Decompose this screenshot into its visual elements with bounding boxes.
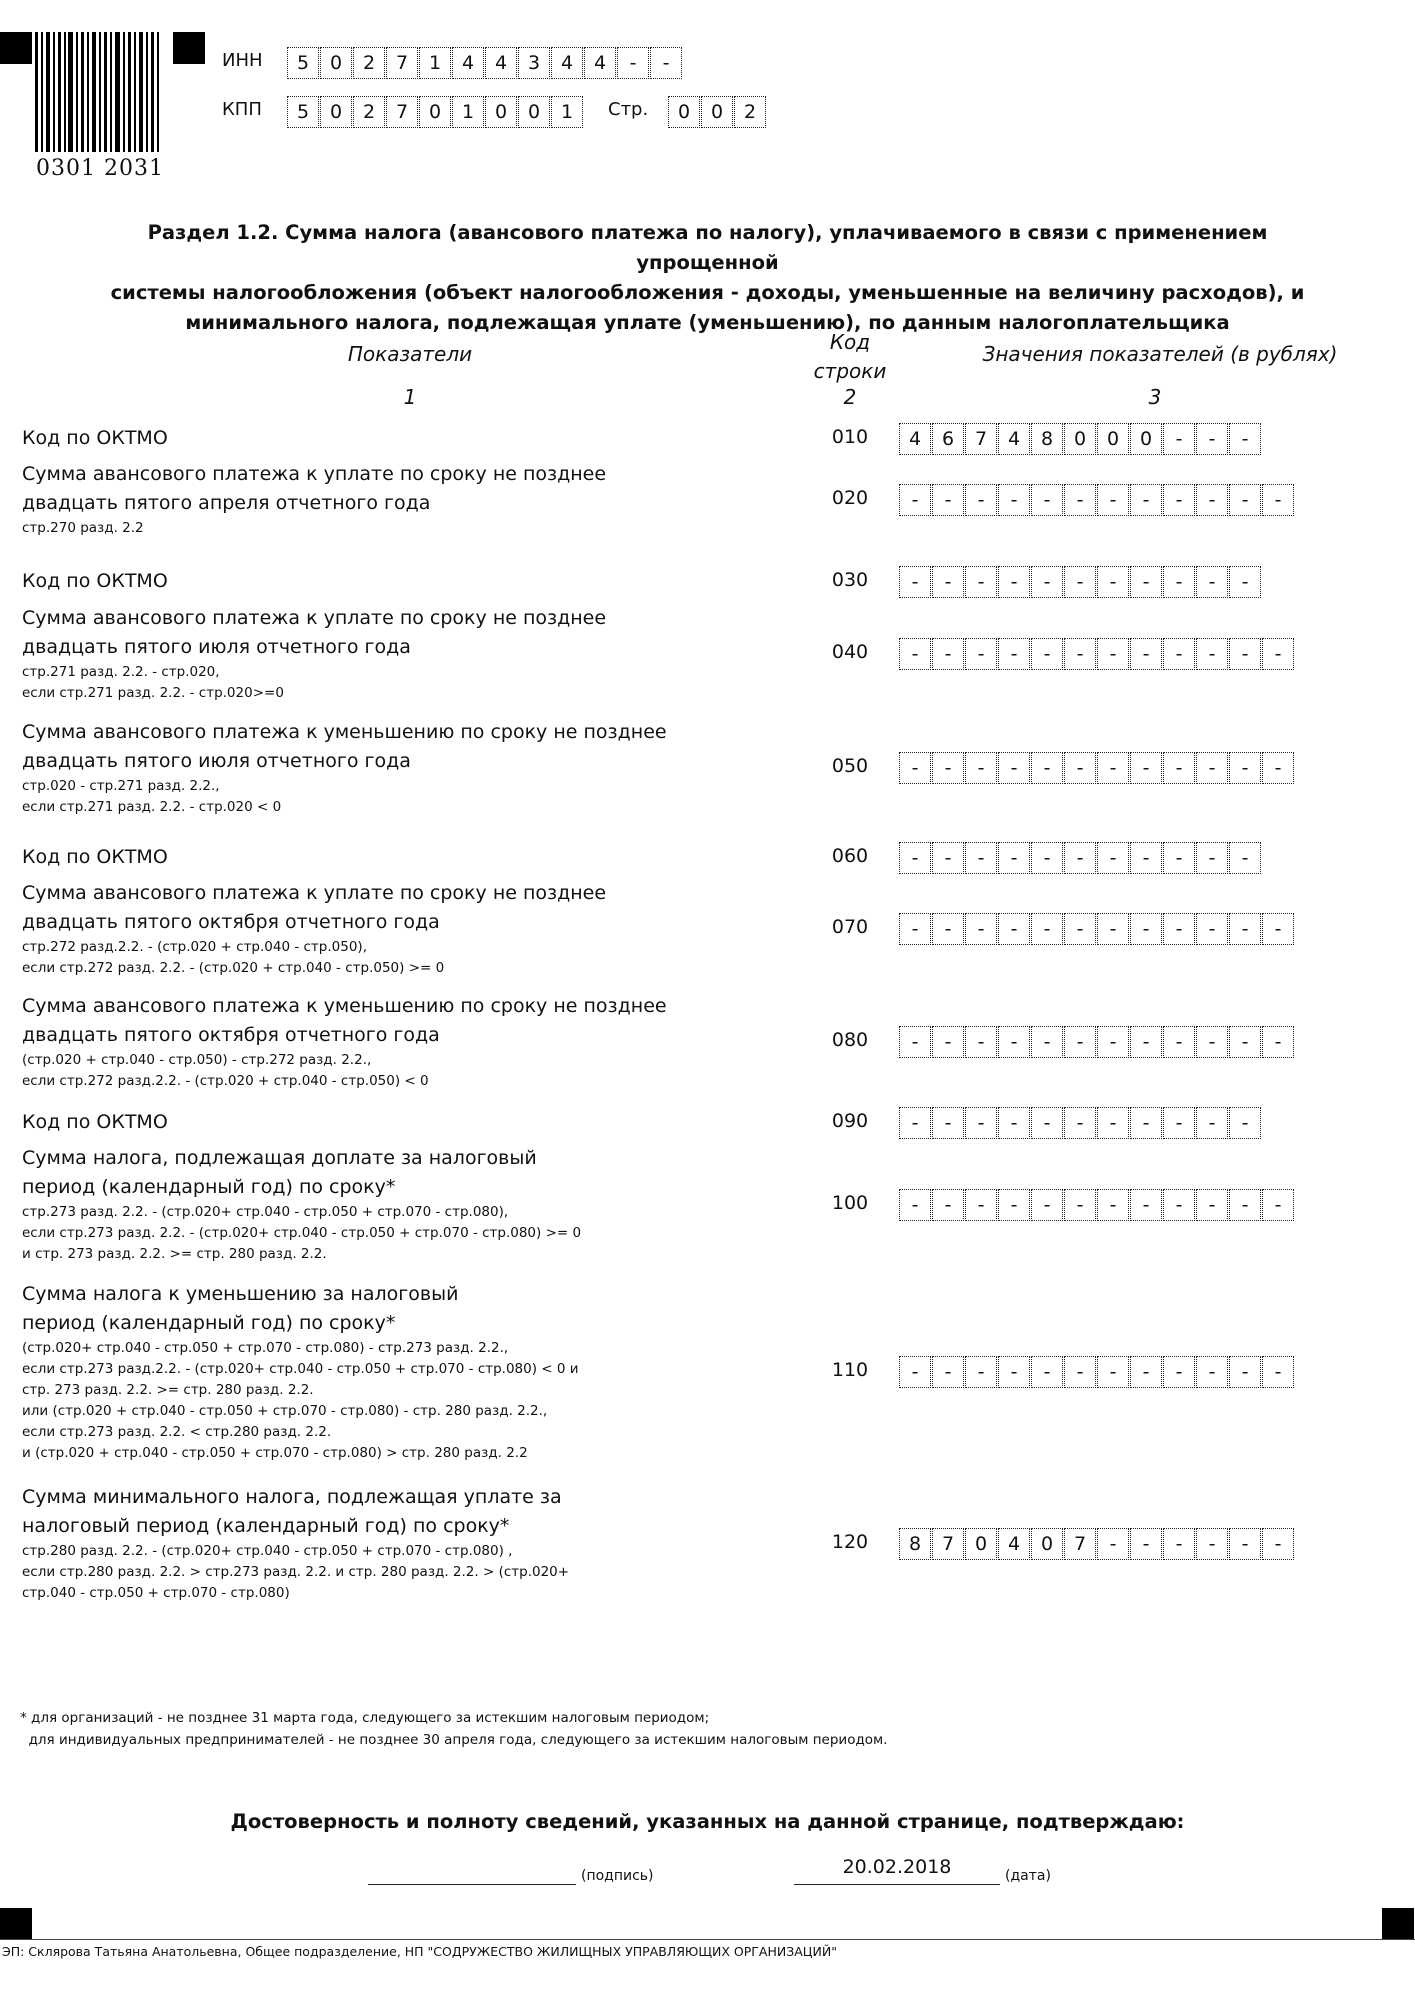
char-cell[interactable]: - xyxy=(1064,842,1096,874)
char-cell[interactable]: - xyxy=(1031,1189,1063,1221)
char-cell[interactable]: - xyxy=(1229,913,1261,945)
char-cell[interactable]: - xyxy=(1097,1189,1129,1221)
char-cell[interactable]: - xyxy=(998,638,1030,670)
char-cell[interactable]: - xyxy=(1064,1356,1096,1388)
char-cell[interactable]: - xyxy=(1196,1189,1228,1221)
footnote xyxy=(20,1707,888,1751)
char-cell[interactable]: - xyxy=(1097,1356,1129,1388)
char-cell[interactable]: - xyxy=(899,1189,931,1221)
char-cell[interactable]: 4 xyxy=(584,47,616,79)
value-field[interactable] xyxy=(899,1356,1295,1388)
char-cell[interactable]: - xyxy=(1196,1528,1228,1560)
char-cell[interactable]: - xyxy=(932,913,964,945)
char-cell[interactable]: - xyxy=(1064,1189,1096,1221)
char-cell[interactable]: - xyxy=(965,638,997,670)
char-cell[interactable]: - xyxy=(1163,1026,1195,1058)
barcode-icon xyxy=(35,32,165,172)
char-cell[interactable]: - xyxy=(1229,842,1261,874)
char-cell[interactable]: 7 xyxy=(932,1528,964,1560)
row-formula: стр. 273 разд. 2.2. >= стр. 280 разд. 2.2. xyxy=(22,1382,314,1398)
char-cell[interactable]: 0 xyxy=(1130,423,1162,455)
row-formula: если стр.271 разд. 2.2. - стр.020>=0 xyxy=(22,685,284,701)
inn-label: ИНН xyxy=(222,50,263,71)
row-description xyxy=(22,604,606,704)
char-cell[interactable]: - xyxy=(1031,842,1063,874)
char-cell[interactable]: 7 xyxy=(386,96,418,128)
char-cell[interactable]: - xyxy=(1163,1356,1195,1388)
char-cell[interactable]: - xyxy=(998,484,1030,516)
char-cell[interactable]: - xyxy=(1229,638,1261,670)
line-code: 040 xyxy=(831,641,869,663)
char-cell[interactable]: - xyxy=(1130,566,1162,598)
char-cell[interactable]: - xyxy=(1097,842,1129,874)
column-number-2: 2 xyxy=(843,385,857,409)
char-cell[interactable]: - xyxy=(899,1356,931,1388)
row-description xyxy=(22,424,168,453)
char-cell[interactable]: - xyxy=(1031,913,1063,945)
char-cell[interactable]: - xyxy=(1163,423,1195,455)
char-cell[interactable]: - xyxy=(1097,752,1129,784)
value-field[interactable] xyxy=(899,1107,1262,1139)
char-cell[interactable]: - xyxy=(932,566,964,598)
inn-field[interactable] xyxy=(287,47,683,79)
page-number-field[interactable] xyxy=(668,96,767,128)
char-cell[interactable]: - xyxy=(1130,752,1162,784)
char-cell[interactable]: - xyxy=(1229,484,1261,516)
char-cell[interactable]: - xyxy=(932,1356,964,1388)
char-cell[interactable]: - xyxy=(1262,1528,1294,1560)
char-cell[interactable]: - xyxy=(1130,1528,1162,1560)
char-cell[interactable]: - xyxy=(1064,638,1096,670)
char-cell[interactable]: 7 xyxy=(965,423,997,455)
section-title-line-2: системы налогообложения (объект налогообложения - доходы, уменьшенные на величину расходов), и xyxy=(110,281,1305,304)
footnote-line-2: для индивидуальных предпринимателей - не позднее 30 апреля года, следующего за истекшим налоговым периодом. xyxy=(20,1732,888,1748)
column-number-3: 3 xyxy=(1148,385,1162,409)
char-cell[interactable]: - xyxy=(1229,1026,1261,1058)
char-cell[interactable]: - xyxy=(932,1189,964,1221)
char-cell[interactable]: - xyxy=(1262,1189,1294,1221)
value-field[interactable] xyxy=(899,913,1295,945)
row-description xyxy=(22,1280,579,1464)
char-cell[interactable]: - xyxy=(899,1107,931,1139)
section-title-line-1: Раздел 1.2. Сумма налога (авансового платежа по налогу), уплачиваемого в связи с применением упрощенной xyxy=(147,221,1268,274)
row-description xyxy=(22,1144,581,1265)
char-cell[interactable]: 2 xyxy=(734,96,766,128)
char-cell[interactable]: - xyxy=(1097,913,1129,945)
row-formula: стр.040 - стр.050 + стр.070 - стр.080) xyxy=(22,1585,290,1601)
char-cell[interactable]: 1 xyxy=(452,96,484,128)
char-cell[interactable]: - xyxy=(932,1026,964,1058)
char-cell[interactable]: - xyxy=(1229,566,1261,598)
row-formula: если стр.273 разд. 2.2. < стр.280 разд. 2.2. xyxy=(22,1424,332,1440)
row-formula: (стр.020+ стр.040 - стр.050 + стр.070 - стр.080) - стр.273 разд. 2.2., xyxy=(22,1340,509,1356)
char-cell[interactable]: 0 xyxy=(1097,423,1129,455)
char-cell[interactable]: - xyxy=(965,1356,997,1388)
char-cell[interactable]: 0 xyxy=(1064,423,1096,455)
char-cell[interactable]: - xyxy=(1130,1189,1162,1221)
value-field[interactable] xyxy=(899,1026,1295,1058)
char-cell[interactable]: - xyxy=(1130,1356,1162,1388)
char-cell[interactable]: - xyxy=(1097,566,1129,598)
column-header-code-line-2: строки xyxy=(813,359,887,383)
char-cell[interactable]: - xyxy=(932,484,964,516)
char-cell[interactable]: - xyxy=(1196,1026,1228,1058)
char-cell[interactable]: - xyxy=(899,484,931,516)
char-cell[interactable]: 5 xyxy=(287,96,319,128)
char-cell[interactable]: - xyxy=(1196,484,1228,516)
char-cell[interactable]: - xyxy=(1196,1107,1228,1139)
signature-line[interactable] xyxy=(368,1856,576,1885)
char-cell[interactable]: - xyxy=(1196,752,1228,784)
char-cell[interactable]: 6 xyxy=(932,423,964,455)
char-cell[interactable]: 0 xyxy=(965,1528,997,1560)
row-formula: или (стр.020 + стр.040 - стр.050 + стр.070 - стр.080) - стр. 280 разд. 2.2., xyxy=(22,1403,548,1419)
char-cell[interactable]: - xyxy=(998,752,1030,784)
row-label: период (календарный год) по сроку* xyxy=(22,1176,396,1198)
char-cell[interactable]: - xyxy=(1229,423,1261,455)
row-label: Сумма авансового платежа к уменьшению по сроку не позднее xyxy=(22,995,667,1017)
char-cell[interactable]: - xyxy=(1031,484,1063,516)
char-cell[interactable]: 7 xyxy=(386,47,418,79)
value-field[interactable] xyxy=(899,423,1262,455)
char-cell[interactable]: - xyxy=(1163,1107,1195,1139)
row-label: период (календарный год) по сроку* xyxy=(22,1312,396,1334)
char-cell[interactable]: - xyxy=(1163,1189,1195,1221)
char-cell[interactable]: - xyxy=(1262,752,1294,784)
char-cell[interactable]: - xyxy=(1262,638,1294,670)
row-formula: (стр.020 + стр.040 - стр.050) - стр.272 разд. 2.2., xyxy=(22,1052,372,1068)
char-cell[interactable]: - xyxy=(1064,913,1096,945)
line-code: 080 xyxy=(831,1029,869,1051)
row-label: Код по ОКТМО xyxy=(22,427,168,449)
char-cell[interactable]: - xyxy=(1130,638,1162,670)
row-formula: если стр.280 разд. 2.2. > стр.273 разд. 2.2. и стр. 280 разд. 2.2. > (стр.020+ xyxy=(22,1564,570,1580)
row-label: двадцать пятого апреля отчетного года xyxy=(22,492,431,514)
char-cell[interactable]: - xyxy=(1262,1356,1294,1388)
char-cell[interactable]: - xyxy=(932,842,964,874)
row-description xyxy=(22,1108,168,1137)
char-cell[interactable]: - xyxy=(1196,423,1228,455)
line-code: 100 xyxy=(831,1191,869,1214)
row-description xyxy=(22,879,606,979)
date-label: (дата) xyxy=(1005,1868,1051,1884)
char-cell[interactable]: 0 xyxy=(668,96,700,128)
char-cell[interactable]: 3 xyxy=(518,47,550,79)
row-label: Сумма минимального налога, подлежащая уплате за xyxy=(22,1486,562,1508)
footnote-line-1: * для организаций - не позднее 31 марта года, следующего за истекшим налоговым периодом; xyxy=(20,1710,710,1726)
char-cell[interactable]: - xyxy=(1130,1107,1162,1139)
char-cell[interactable]: - xyxy=(1163,566,1195,598)
char-cell[interactable]: - xyxy=(1262,484,1294,516)
char-cell[interactable]: - xyxy=(932,752,964,784)
char-cell[interactable]: 0 xyxy=(1031,1528,1063,1560)
line-code: 030 xyxy=(831,568,869,591)
char-cell[interactable]: - xyxy=(1097,1026,1129,1058)
row-label: двадцать пятого июля отчетного года xyxy=(22,750,411,772)
page-number-label: Стр. xyxy=(608,99,649,120)
char-cell[interactable]: 4 xyxy=(551,47,583,79)
value-field[interactable] xyxy=(899,752,1295,784)
row-formula: стр.271 разд. 2.2. - стр.020, xyxy=(22,664,220,680)
column-header-indicators: Показатели xyxy=(347,342,473,366)
row-label: двадцать пятого июля отчетного года xyxy=(22,636,411,658)
signature-label: (подпись) xyxy=(581,1868,654,1884)
char-cell[interactable]: - xyxy=(965,1107,997,1139)
char-cell[interactable]: - xyxy=(1031,1356,1063,1388)
electronic-signature: ЭП: Склярова Татьяна Анатольевна, Общее подразделение, НП "СОДРУЖЕСТВО ЖИЛИЩНЫХ УПРАВЛЯЮЩИХ ОРГАНИЗАЦИЙ" xyxy=(2,1944,837,1959)
char-cell[interactable]: - xyxy=(1031,752,1063,784)
value-field[interactable] xyxy=(899,638,1295,670)
row-label: Код по ОКТМО xyxy=(22,570,168,592)
row-description xyxy=(22,843,168,872)
char-cell[interactable]: - xyxy=(1229,1107,1261,1139)
value-field[interactable] xyxy=(899,566,1262,598)
confirmation-text: Достоверность и полноту сведений, указанных на данной странице, подтверждаю: xyxy=(230,1810,1185,1833)
char-cell[interactable]: - xyxy=(1163,638,1195,670)
line-code: 060 xyxy=(831,844,869,867)
char-cell[interactable]: - xyxy=(998,1107,1030,1139)
line-code: 070 xyxy=(831,916,869,938)
row-formula: и (стр.020 + стр.040 - стр.050 + стр.070 - стр.080) > стр. 280 разд. 2.2 xyxy=(22,1445,528,1461)
char-cell[interactable]: - xyxy=(1064,752,1096,784)
footer-divider xyxy=(0,1939,1415,1940)
char-cell[interactable]: - xyxy=(1163,752,1195,784)
char-cell[interactable]: - xyxy=(965,752,997,784)
char-cell[interactable]: - xyxy=(932,638,964,670)
row-formula: стр.280 разд. 2.2. - (стр.020+ стр.040 - стр.050 + стр.070 - стр.080) , xyxy=(22,1543,513,1559)
char-cell[interactable]: 2 xyxy=(353,47,385,79)
char-cell[interactable]: 0 xyxy=(419,96,451,128)
row-label: налоговый период (календарный год) по сроку* xyxy=(22,1515,510,1537)
char-cell[interactable]: 4 xyxy=(998,1528,1030,1560)
char-cell[interactable]: - xyxy=(1097,484,1129,516)
row-label: Код по ОКТМО xyxy=(22,846,168,868)
corner-marker-top-left xyxy=(0,32,32,64)
corner-marker-bottom-left xyxy=(0,1908,32,1940)
row-formula: если стр.273 разд. 2.2. - (стр.020+ стр.040 - стр.050 + стр.070 - стр.080) >= 0 xyxy=(22,1225,582,1241)
column-number-1: 1 xyxy=(403,385,417,409)
char-cell[interactable]: - xyxy=(1262,913,1294,945)
char-cell[interactable]: - xyxy=(998,1026,1030,1058)
row-description xyxy=(22,1483,569,1604)
column-header-code xyxy=(795,328,905,386)
row-formula: если стр.272 разд.2.2. - (стр.020 + стр.040 - стр.050) < 0 xyxy=(22,1073,429,1089)
row-label: Сумма авансового платежа к уплате по сроку не позднее xyxy=(22,607,607,629)
row-formula: и стр. 273 разд. 2.2. >= стр. 280 разд. 2.2. xyxy=(22,1246,327,1262)
char-cell[interactable]: - xyxy=(1097,638,1129,670)
section-title-line-3: минимального налога, подлежащая уплате (уменьшению), по данным налогоплательщика xyxy=(185,311,1230,334)
char-cell[interactable]: 4 xyxy=(899,423,931,455)
row-formula: если стр.272 разд. 2.2. - (стр.020 + стр.040 - стр.050) >= 0 xyxy=(22,960,445,976)
char-cell[interactable]: - xyxy=(998,566,1030,598)
char-cell[interactable]: - xyxy=(1031,566,1063,598)
row-formula: если стр.273 разд.2.2. - (стр.020+ стр.040 - стр.050 + стр.070 - стр.080) < 0 и xyxy=(22,1361,579,1377)
kpp-field[interactable] xyxy=(287,96,584,128)
row-label: Сумма налога к уменьшению за налоговый xyxy=(22,1283,459,1305)
row-label: двадцать пятого октября отчетного года xyxy=(22,911,440,933)
value-field[interactable] xyxy=(899,484,1295,516)
char-cell[interactable]: - xyxy=(998,913,1030,945)
char-cell[interactable]: - xyxy=(1196,913,1228,945)
char-cell[interactable]: - xyxy=(1262,1026,1294,1058)
char-cell[interactable]: - xyxy=(965,913,997,945)
char-cell[interactable]: 2 xyxy=(353,96,385,128)
char-cell[interactable]: - xyxy=(1163,484,1195,516)
char-cell[interactable]: - xyxy=(1097,1528,1129,1560)
row-description xyxy=(22,718,667,818)
char-cell[interactable]: - xyxy=(998,1189,1030,1221)
row-formula: стр.273 разд. 2.2. - (стр.020+ стр.040 - стр.050 + стр.070 - стр.080), xyxy=(22,1204,509,1220)
char-cell[interactable]: - xyxy=(899,566,931,598)
char-cell[interactable]: - xyxy=(998,1356,1030,1388)
char-cell[interactable]: 7 xyxy=(1064,1528,1096,1560)
char-cell[interactable]: - xyxy=(965,1189,997,1221)
char-cell[interactable]: - xyxy=(1163,913,1195,945)
char-cell[interactable]: 8 xyxy=(1031,423,1063,455)
char-cell[interactable]: - xyxy=(1130,1026,1162,1058)
char-cell[interactable]: - xyxy=(1196,1356,1228,1388)
char-cell[interactable]: - xyxy=(1064,566,1096,598)
char-cell[interactable]: - xyxy=(899,842,931,874)
line-code: 090 xyxy=(831,1109,869,1132)
row-formula: стр.020 - стр.271 разд. 2.2., xyxy=(22,778,220,794)
row-description xyxy=(22,567,168,596)
char-cell[interactable]: 0 xyxy=(485,96,517,128)
char-cell[interactable]: - xyxy=(1130,842,1162,874)
row-label: Сумма налога, подлежащая доплате за налоговый xyxy=(22,1147,537,1169)
barcode-number: 0301 2031 xyxy=(36,156,164,181)
value-field[interactable] xyxy=(899,1189,1295,1221)
char-cell[interactable]: - xyxy=(1031,1107,1063,1139)
char-cell[interactable]: - xyxy=(1064,1107,1096,1139)
char-cell[interactable]: - xyxy=(1196,842,1228,874)
char-cell[interactable]: 4 xyxy=(998,423,1030,455)
row-formula: стр.272 разд.2.2. - (стр.020 + стр.040 - стр.050), xyxy=(22,939,367,955)
char-cell[interactable]: - xyxy=(617,47,649,79)
char-cell[interactable]: - xyxy=(1130,484,1162,516)
corner-marker-bottom-right xyxy=(1382,1908,1414,1940)
kpp-label: КПП xyxy=(222,99,262,120)
char-cell[interactable]: - xyxy=(932,1107,964,1139)
line-code: 120 xyxy=(831,1530,869,1553)
char-cell[interactable]: - xyxy=(965,566,997,598)
char-cell[interactable]: 0 xyxy=(518,96,550,128)
char-cell[interactable]: 4 xyxy=(452,47,484,79)
char-cell[interactable]: - xyxy=(1130,913,1162,945)
char-cell[interactable]: - xyxy=(1031,638,1063,670)
line-code: 110 xyxy=(831,1359,869,1381)
row-label: Сумма авансового платежа к уменьшению по сроку не позднее xyxy=(22,721,667,743)
char-cell[interactable]: - xyxy=(1229,1189,1261,1221)
date-field[interactable]: 20.02.2018 xyxy=(794,1856,1000,1885)
char-cell[interactable]: - xyxy=(998,842,1030,874)
char-cell[interactable]: - xyxy=(899,638,931,670)
value-field[interactable] xyxy=(899,842,1262,874)
char-cell[interactable]: 5 xyxy=(287,47,319,79)
char-cell[interactable]: - xyxy=(1031,1026,1063,1058)
column-header-code-line-1: Код xyxy=(829,330,871,354)
char-cell[interactable]: - xyxy=(1163,842,1195,874)
char-cell[interactable]: - xyxy=(1163,1528,1195,1560)
char-cell[interactable]: - xyxy=(650,47,682,79)
char-cell[interactable]: - xyxy=(1196,638,1228,670)
char-cell[interactable]: - xyxy=(965,1026,997,1058)
row-label: Код по ОКТМО xyxy=(22,1111,168,1133)
char-cell[interactable]: - xyxy=(965,484,997,516)
char-cell[interactable]: - xyxy=(965,842,997,874)
char-cell[interactable]: - xyxy=(1229,1356,1261,1388)
char-cell[interactable]: - xyxy=(1064,1026,1096,1058)
char-cell[interactable]: - xyxy=(899,1026,931,1058)
row-formula: если стр.271 разд. 2.2. - стр.020 < 0 xyxy=(22,799,282,815)
char-cell[interactable]: - xyxy=(1064,484,1096,516)
section-title xyxy=(100,218,1315,338)
row-description xyxy=(22,460,606,539)
char-cell[interactable]: 0 xyxy=(320,47,352,79)
char-cell[interactable]: 0 xyxy=(320,96,352,128)
row-label: двадцать пятого октября отчетного года xyxy=(22,1024,440,1046)
line-code: 050 xyxy=(831,755,869,777)
line-code: 010 xyxy=(831,425,869,448)
value-field[interactable] xyxy=(899,1528,1295,1560)
column-header-values: Значения показателей (в рублях) xyxy=(982,342,1338,366)
char-cell[interactable]: - xyxy=(1196,566,1228,598)
char-cell[interactable]: 8 xyxy=(899,1528,931,1560)
row-formula: стр.270 разд. 2.2 xyxy=(22,520,144,536)
char-cell[interactable]: - xyxy=(1097,1107,1129,1139)
corner-marker-top-right xyxy=(173,32,205,64)
row-label: Сумма авансового платежа к уплате по сроку не позднее xyxy=(22,463,607,485)
row-description xyxy=(22,992,667,1092)
char-cell[interactable]: - xyxy=(1229,1528,1261,1560)
char-cell[interactable]: 0 xyxy=(701,96,733,128)
char-cell[interactable]: 1 xyxy=(551,96,583,128)
char-cell[interactable]: - xyxy=(1229,752,1261,784)
row-label: Сумма авансового платежа к уплате по сроку не позднее xyxy=(22,882,607,904)
char-cell[interactable]: - xyxy=(899,752,931,784)
line-code: 020 xyxy=(831,486,869,509)
char-cell[interactable]: 1 xyxy=(419,47,451,79)
char-cell[interactable]: 4 xyxy=(485,47,517,79)
char-cell[interactable]: - xyxy=(899,913,931,945)
